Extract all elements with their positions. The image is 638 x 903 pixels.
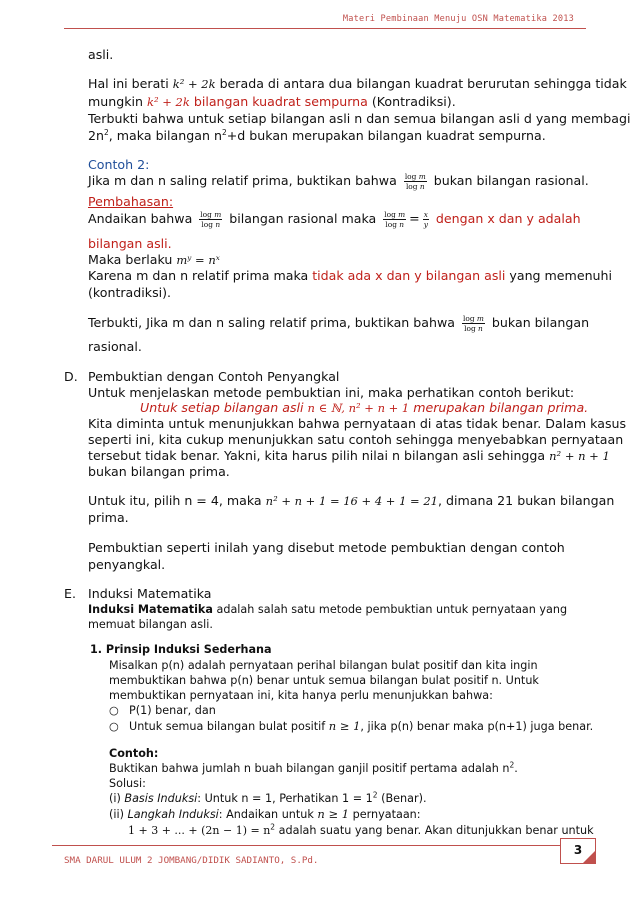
text-line: $2n^2$, maka bilangan $n^2+d$ bukan merupakan bilangan kuadrat sempurna. — [88, 127, 546, 143]
bullet-icon: ○ — [109, 720, 119, 733]
text-line: Maka berlaku mʸ = nˣ — [88, 252, 220, 267]
text-line: Jika m dan n saling relatif prima, buktikan bahwa $\frac{\text{log m}}{\text{log n}}$ bukan bilangan rasional. — [88, 172, 589, 191]
text-line: memuat bilangan asli. — [88, 618, 213, 631]
text-line: seperti ini, kita cukup menunjukkan satu contoh sehingga menyebabkan pernyataan — [88, 432, 624, 447]
example-heading: Contoh 2: — [88, 157, 150, 172]
text-line: Solusi: — [109, 777, 146, 790]
bullet-icon: ○ — [109, 704, 119, 717]
text-line: Andaikan bahwa $\frac{\text{log m}}{\text{log n}}$ bilangan rasional maka $\frac{\text{log m}}{\text{log n}}$ = $\frac{x}{y}$ dengan x dan y adalah — [88, 210, 581, 229]
text-line: Hal ini berati k² + 2k berada di antara dua bilangan kuadrat berurutan sehingga tidak — [88, 76, 627, 91]
footer-rule — [52, 845, 586, 846]
text-line: rasional. — [88, 339, 142, 354]
text-line: mungkin k² + 2k bilangan kuadrat sempurna (Kontradiksi). — [88, 94, 456, 109]
text-line: (i) Basis Induksi: Untuk n = 1, Perhatikan $1 = 1^2$ (Benar). — [109, 790, 427, 805]
text-line: Untuk itu, pilih n = 4, maka n² + n + 1 = 16 + 4 + 1 = 21, dimana 21 bukan bilangan — [88, 493, 615, 508]
list-item: ○ Untuk semua bilangan bulat positif n ≥ 1, jika p(n) benar maka p(n+1) juga benar. — [109, 719, 594, 733]
list-item: ○ P(1) benar, dan — [109, 704, 216, 717]
text-line: (kontradiksi). — [88, 285, 172, 300]
text-line: Induksi Matematika adalah salah satu metode pembuktian untuk pernyataan yang — [88, 603, 568, 616]
subsection-heading: 1. Prinsip Induksi Sederhana — [90, 643, 272, 656]
fraction-log-m-over-log-n: $\frac{\text{log m}}{\text{log n}}$ — [404, 172, 426, 191]
text-line: asli. — [88, 47, 114, 62]
section-label-e: E. — [64, 586, 76, 601]
fraction-log-m-over-log-n: $\frac{\text{log m}}{\text{log n}}$ — [200, 210, 222, 229]
text-line: Misalkan p(n) adalah pernyataan perihal bilangan bulat positif dan kita ingin — [109, 659, 538, 672]
section-heading-e: Induksi Matematika — [88, 586, 212, 601]
section-label-d: D. — [64, 369, 78, 384]
page-header-title: Materi Pembinaan Menuju OSN Matematika 2013 — [342, 14, 574, 24]
text-line: Kita diminta untuk menunjukkan bahwa pernyataan di atas tidak benar. Dalam kasus — [88, 416, 627, 431]
section-heading-d: Pembuktian dengan Contoh Penyangkal — [88, 369, 340, 384]
text-line: Pembuktian seperti inilah yang disebut metode pembuktian dengan contoh — [88, 540, 565, 555]
text-line: bukan bilangan prima. — [88, 464, 230, 479]
text-line: membuktikan pernyataan ini, kita hanya perlu menunjukkan bahwa: — [109, 689, 493, 702]
text-line: Terbukti bahwa untuk setiap bilangan asli n dan semua bilangan asli d yang membagi — [88, 111, 631, 126]
page-number: 3 — [560, 838, 596, 864]
header-rule — [64, 28, 586, 29]
text-line: Karena m dan n relatif prima maka tidak ada x dan y bilangan asli yang memenuhi — [88, 268, 613, 283]
page-footer-text: SMA DARUL ULUM 2 JOMBANG/DIDIK SADIANTO, S.Pd. — [64, 855, 319, 866]
text-line: Untuk menjelaskan metode pembuktian ini, maka perhatikan contoh berikut: — [88, 385, 575, 400]
fraction-log-m-over-log-n: $\frac{\text{log m}}{\text{log n}}$ — [463, 314, 484, 333]
statement-line: Untuk setiap bilangan asli n ∈ ℕ, n² + n + 1 merupakan bilangan prima. — [140, 400, 589, 415]
example-heading: Contoh: — [109, 747, 159, 760]
fraction-x-over-y: $\frac{x}{y}$ — [423, 210, 428, 229]
text-line: penyangkal. — [88, 557, 166, 572]
text-line: (ii) Langkah Induksi: Andaikan untuk n ≥ 1 pernyataan: — [109, 807, 421, 821]
text-line: Buktikan bahwa jumlah n buah bilangan ganjil positif pertama adalah $n^2$. — [109, 760, 518, 775]
text-line: Terbukti, Jika m dan n saling relatif prima, buktikan bahwa $\frac{\text{log m}}{\text{log n}}$ bukan bilangan — [88, 314, 590, 333]
solution-heading: Pembahasan: — [88, 194, 174, 209]
text-line: membuktikan bahwa p(n) benar untuk semua bilangan bulat positif n. Untuk — [109, 674, 539, 687]
text-line: bilangan asli. — [88, 236, 172, 251]
page-corner-fold-icon — [582, 850, 596, 864]
text-line: 1 + 3 + ... + $(2n - 1) = n^2$ adalah suatu yang benar. Akan ditunjukkan benar untuk — [128, 822, 594, 837]
text-line: tersebut tidak benar. Yakni, kita harus pilih nilai n bilangan asli sehingga n² + n + 1 — [88, 448, 610, 463]
fraction-log-m-over-log-n: $\frac{\text{log m}}{\text{log n}}$ — [384, 210, 406, 229]
text-line: prima. — [88, 510, 129, 525]
